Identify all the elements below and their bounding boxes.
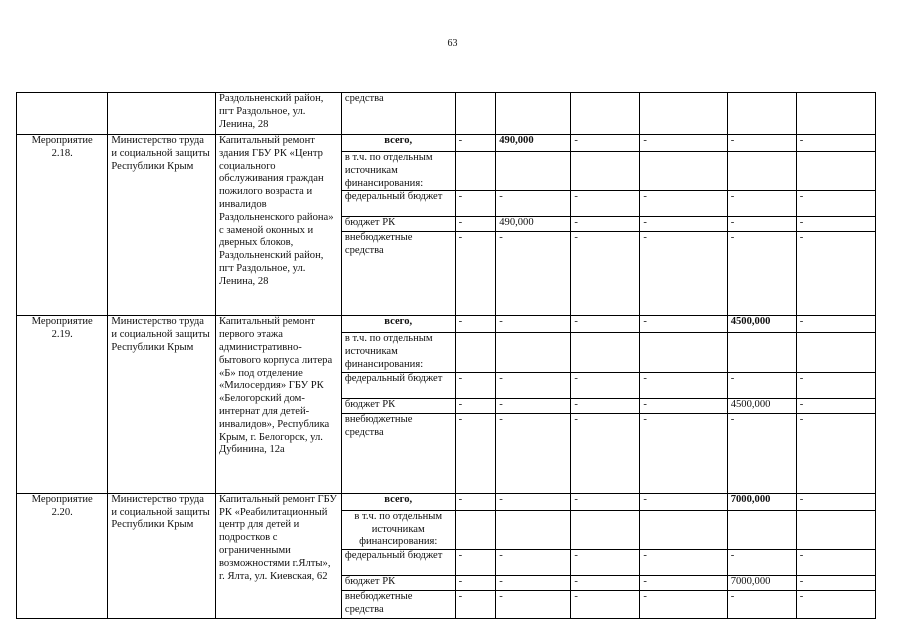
empty-value — [796, 333, 875, 372]
total-value: - — [640, 493, 727, 510]
empty-value — [571, 333, 640, 372]
source-value: - — [571, 191, 640, 217]
source-value: - — [727, 217, 796, 232]
source-value: - — [640, 217, 727, 232]
source-label: бюджет РК — [341, 576, 455, 591]
sources-label: в т.ч. по отдельным источникам финансирования: — [341, 510, 455, 549]
source-value: - — [496, 550, 571, 576]
value-cell — [796, 93, 875, 135]
source-value: 4500,000 — [727, 398, 796, 413]
source-value: - — [796, 576, 875, 591]
source-label: внебюджетные средства — [341, 413, 455, 493]
value-cell — [571, 93, 640, 135]
source-label: федеральный бюджет — [341, 372, 455, 398]
empty-value — [571, 510, 640, 549]
source-value: - — [727, 191, 796, 217]
source-value: - — [571, 398, 640, 413]
empty-value — [727, 510, 796, 549]
source-value: - — [796, 232, 875, 316]
total-value: - — [796, 135, 875, 152]
total-label: всего, — [341, 493, 455, 510]
source-value: - — [640, 232, 727, 316]
source-label: внебюджетные средства — [341, 591, 455, 619]
empty-value — [571, 152, 640, 191]
total-value: - — [455, 135, 496, 152]
source-value: - — [455, 398, 496, 413]
total-label: всего, — [341, 135, 455, 152]
value-cell — [455, 93, 496, 135]
total-value: - — [796, 316, 875, 333]
total-label: всего, — [341, 316, 455, 333]
source-value: - — [640, 398, 727, 413]
source-label: бюджет РК — [341, 398, 455, 413]
source-value: - — [455, 191, 496, 217]
empty-value — [796, 510, 875, 549]
source-value: - — [571, 591, 640, 619]
description-cell: Раздольненский район, пгт Раздольное, ул. Ленина, 28 — [216, 93, 342, 135]
source-value: - — [571, 372, 640, 398]
source-value: - — [727, 413, 796, 493]
measure-name: Мероприятие 2.20. — [17, 493, 108, 618]
source-value: - — [496, 191, 571, 217]
empty-value — [640, 510, 727, 549]
source-value: - — [571, 550, 640, 576]
source-value: - — [727, 232, 796, 316]
executor-cell — [108, 93, 216, 135]
measure-description: Капитальный ремонт здания ГБУ РК «Центр социального обслуживания граждан пожилого возраста и инвалидов Раздольненского района» с заменой оконных и дверных блоков, Раздольненский район, пгт Раздольное, ул. Ленина, 28 — [216, 135, 342, 316]
source-value: - — [796, 217, 875, 232]
total-value: - — [640, 135, 727, 152]
source-value: - — [796, 372, 875, 398]
source-label: внебюджетные средства — [341, 232, 455, 316]
sources-label: в т.ч. по отдельным источникам финансирования: — [341, 152, 455, 191]
total-value: - — [571, 493, 640, 510]
source-value: - — [796, 191, 875, 217]
source-value: - — [640, 191, 727, 217]
source-value: - — [571, 576, 640, 591]
measure-total-row — [17, 493, 876, 510]
measure-cell — [17, 93, 108, 135]
page-number: 63 — [447, 38, 458, 49]
source-value: - — [496, 398, 571, 413]
empty-value — [727, 152, 796, 191]
funding-table — [16, 92, 876, 619]
total-value: - — [796, 493, 875, 510]
source-value: - — [640, 372, 727, 398]
measure-name: Мероприятие 2.18. — [17, 135, 108, 316]
total-value: 7000,000 — [727, 493, 796, 510]
total-value: - — [571, 316, 640, 333]
source-value: - — [571, 232, 640, 316]
total-value: - — [496, 493, 571, 510]
empty-value — [640, 333, 727, 372]
source-value: - — [727, 550, 796, 576]
source-value: - — [571, 217, 640, 232]
total-value: 490,000 — [496, 135, 571, 152]
source-label: федеральный бюджет — [341, 191, 455, 217]
measure-total-row — [17, 316, 876, 333]
source-value: - — [640, 576, 727, 591]
source-label: федеральный бюджет — [341, 550, 455, 576]
empty-value — [727, 333, 796, 372]
source-value: - — [727, 372, 796, 398]
source-value: - — [496, 372, 571, 398]
source-value: - — [640, 413, 727, 493]
total-value: - — [455, 493, 496, 510]
value-cell — [496, 93, 571, 135]
total-value: - — [640, 316, 727, 333]
total-value: - — [727, 135, 796, 152]
source-value: - — [796, 398, 875, 413]
total-value: - — [455, 316, 496, 333]
source-value: - — [455, 413, 496, 493]
executor-name: Министерство труда и социальной защиты Республики Крым — [108, 316, 216, 493]
source-value: - — [455, 232, 496, 316]
source-value: - — [640, 591, 727, 619]
source-value: - — [496, 413, 571, 493]
value-cell — [640, 93, 727, 135]
continuation-row — [17, 93, 876, 135]
source-value: - — [455, 550, 496, 576]
source-label: бюджет РК — [341, 217, 455, 232]
empty-value — [455, 510, 496, 549]
source-value: - — [496, 591, 571, 619]
source-value: - — [640, 550, 727, 576]
source-value: - — [796, 550, 875, 576]
executor-name: Министерство труда и социальной защиты Республики Крым — [108, 493, 216, 618]
empty-value — [496, 152, 571, 191]
measure-description: Капитальный ремонт ГБУ РК «Реабилитационный центр для детей и подростков с ограниченными возможностями г.Ялты», г. Ялта, ул. Киевская, 62 — [216, 493, 342, 618]
total-value: - — [571, 135, 640, 152]
source-value: - — [496, 232, 571, 316]
measure-name: Мероприятие 2.19. — [17, 316, 108, 493]
executor-name: Министерство труда и социальной защиты Республики Крым — [108, 135, 216, 316]
measure-description: Капитальный ремонт первого этажа административно-бытового корпуса литера «Б» под отделение «Милосердия» ГБУ РК «Белогорский дом-интернат для детей-инвалидов», Республика Крым, г. Белогорск, ул. Дубинина, 12а — [216, 316, 342, 493]
sources-label: в т.ч. по отдельным источникам финансирования: — [341, 333, 455, 372]
source-value: - — [571, 413, 640, 493]
source-value: - — [455, 372, 496, 398]
empty-value — [796, 152, 875, 191]
value-cell — [727, 93, 796, 135]
source-value: 7000,000 — [727, 576, 796, 591]
measure-total-row — [17, 135, 876, 152]
source-label: средства — [341, 93, 455, 135]
source-value: - — [455, 591, 496, 619]
source-value: - — [727, 591, 796, 619]
source-value: - — [796, 591, 875, 619]
total-value: 4500,000 — [727, 316, 796, 333]
empty-value — [455, 152, 496, 191]
source-value: - — [796, 413, 875, 493]
source-value: - — [455, 217, 496, 232]
empty-value — [455, 333, 496, 372]
source-value: 490,000 — [496, 217, 571, 232]
source-value: - — [455, 576, 496, 591]
source-value: - — [496, 576, 571, 591]
total-value: - — [496, 316, 571, 333]
empty-value — [640, 152, 727, 191]
empty-value — [496, 333, 571, 372]
empty-value — [496, 510, 571, 549]
